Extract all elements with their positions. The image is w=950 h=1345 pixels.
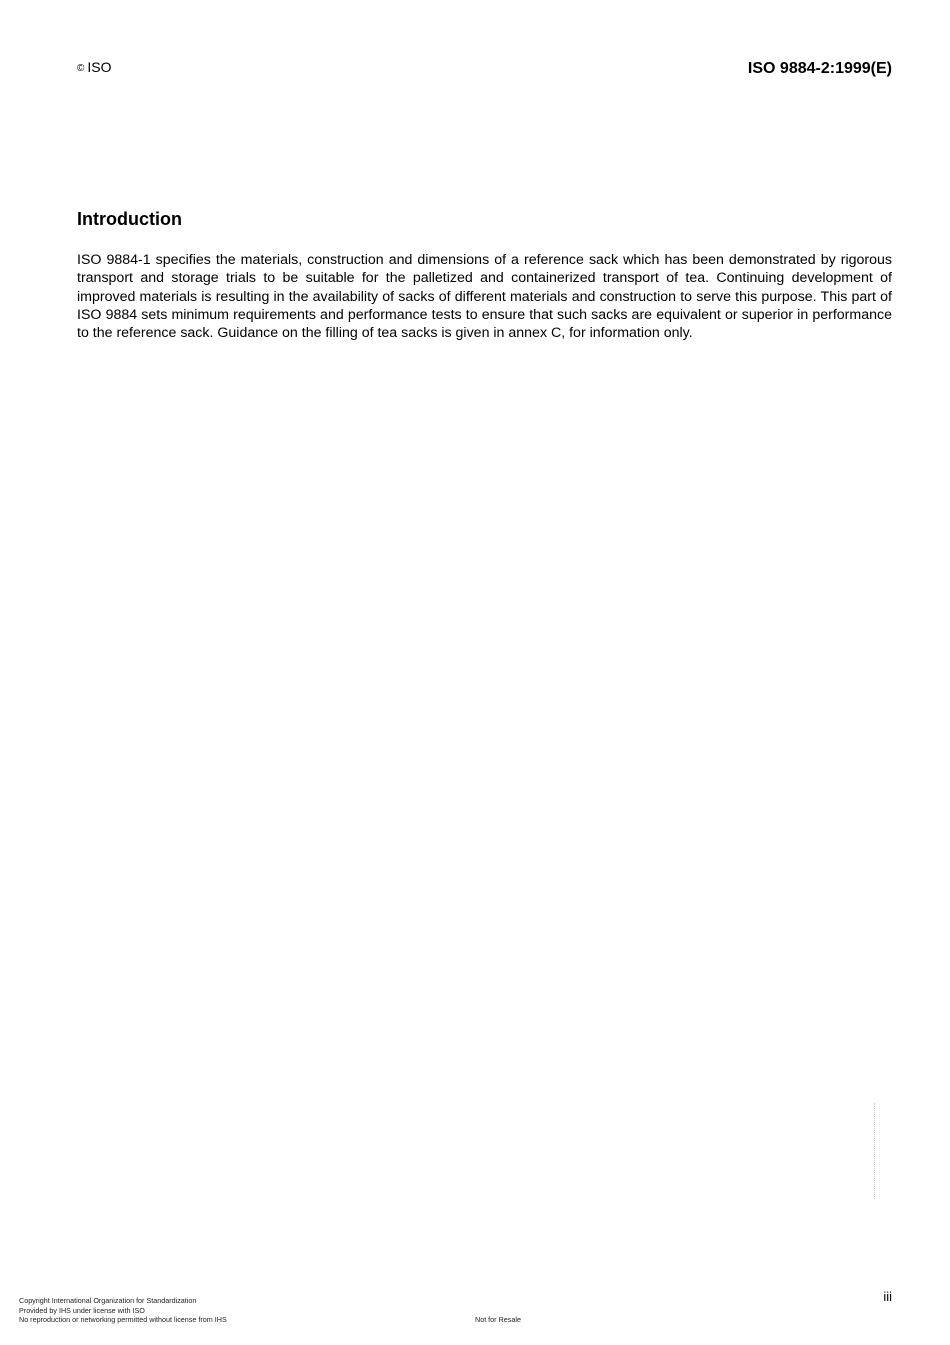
section-title: Introduction <box>77 209 182 229</box>
margin-mark <box>874 1103 879 1199</box>
license-line: Provided by IHS under license with ISO <box>19 1305 145 1315</box>
page-number: iii <box>883 1289 892 1304</box>
copyright-symbol: © <box>77 63 85 74</box>
standard-identifier: ISO 9884-2:1999(E) <box>747 60 892 77</box>
introduction-paragraph: ISO 9884-1 specifies the materials, construction and dimensions of a reference sack which has been demonstrated by rigorous transport and storage trials to be suitable for the palletized and containerized transport of tea. Continuing development of improved materials is resulting in the availability of sacks of different materials and construction to serve this purpose. This part of ISO 9884 sets minimum requirements and performance tests to ensure that such sacks are equivalent or superior in performance to the reference sack. Guidance on the filling of tea sacks is given in annex C, for information only. <box>77 252 892 342</box>
publisher-name: ISO <box>87 59 112 75</box>
resale-note: Not for Resale <box>475 1315 521 1324</box>
copyright-header <box>77 58 112 78</box>
license-notice <box>19 1296 227 1325</box>
license-line: Copyright International Organization for Standardization <box>19 1296 197 1305</box>
license-line: No reproduction or networking permitted without license from IHS <box>19 1315 227 1324</box>
